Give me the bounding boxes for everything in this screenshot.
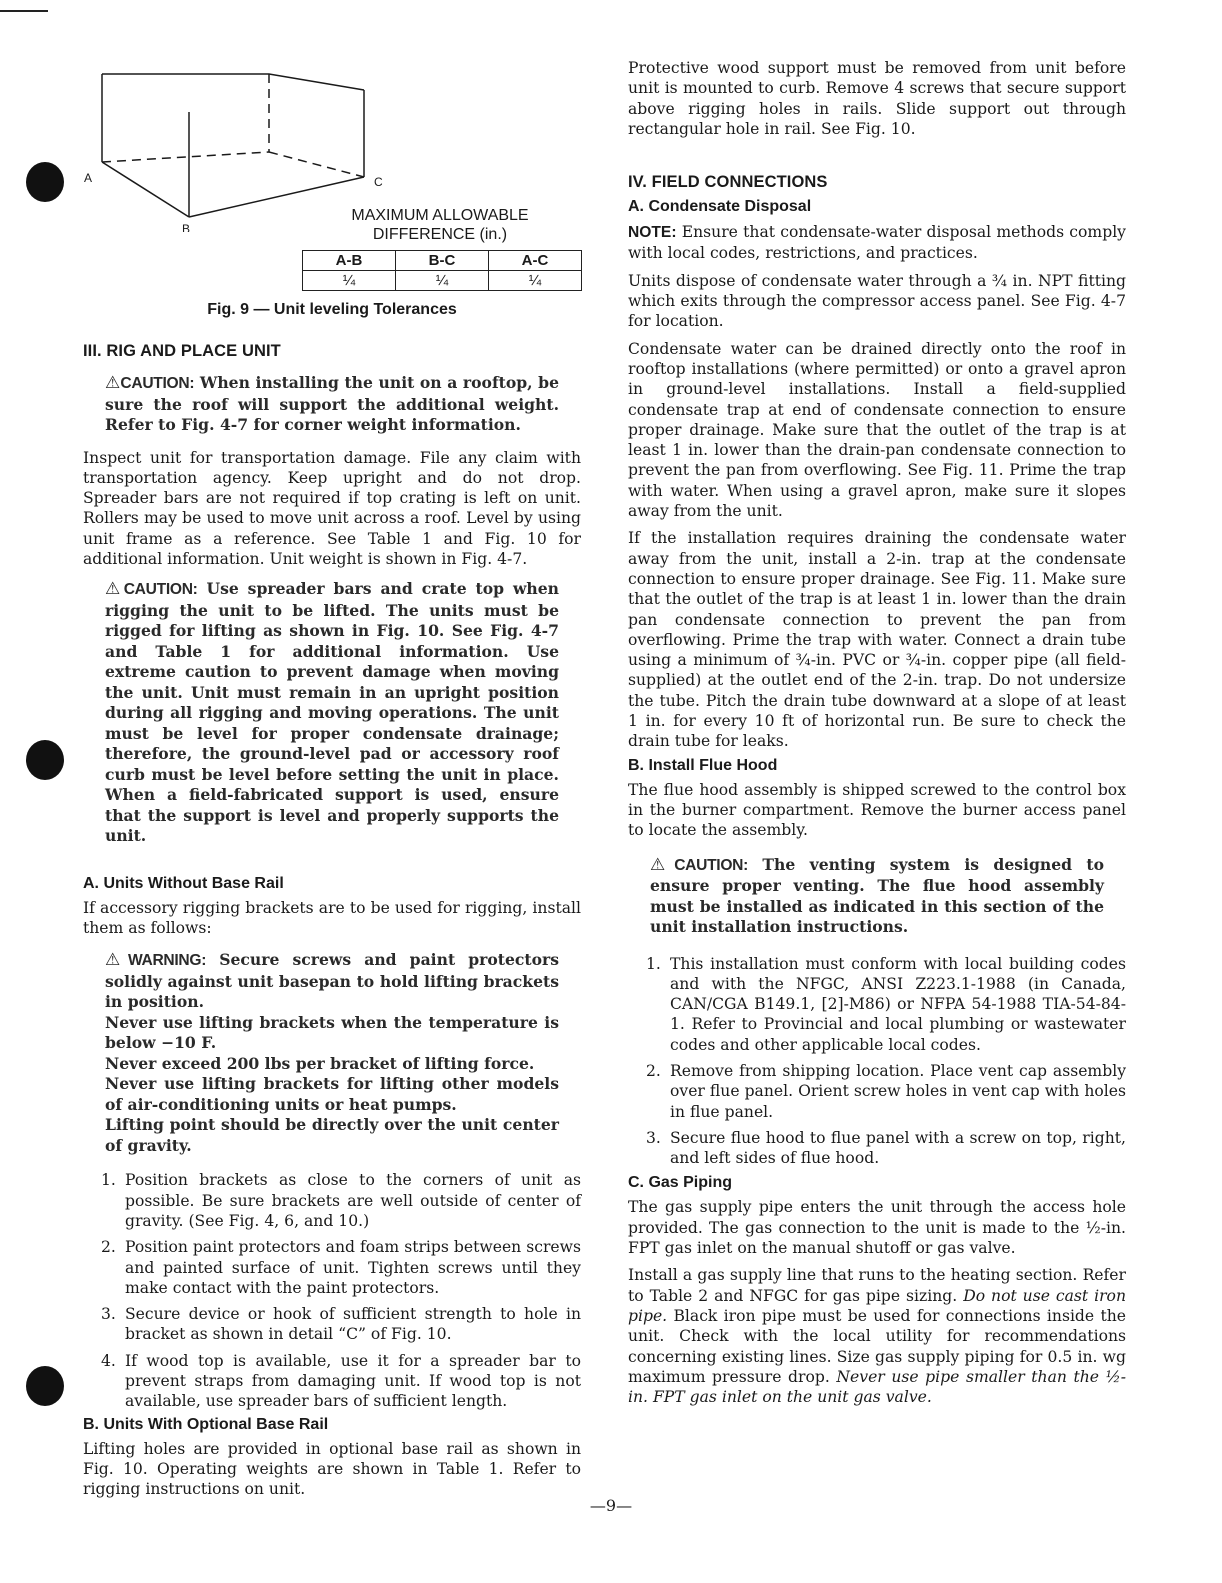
tolerance-col-ac: A-C xyxy=(489,251,582,271)
gas-piping-title: C. Gas Piping xyxy=(628,1174,733,1192)
section-rig-place-title: III. RIG AND PLACE UNIT xyxy=(83,342,281,360)
warning-line-5: Lifting point should be directly over the unit center of gravity. xyxy=(105,1115,559,1155)
corner-label-a: A xyxy=(84,171,93,185)
units-with-base-rail-title: B. Units With Optional Base Rail xyxy=(83,1415,329,1433)
condensate-disposal-title: A. Condensate Disposal xyxy=(628,198,812,216)
flue-hood-steps-list xyxy=(628,954,1126,1169)
list-item: 3. Secure flue hood to flue panel with a screw on top, right, and left sides of flue hood. xyxy=(646,1128,1126,1168)
condensate-note xyxy=(628,222,1126,264)
gas-piping-para-2: Install a gas supply line that runs to the heating section. Refer to Table 2 and NFGC for gas pipe sizing. Do not use cast iron pipe. Black iron pipe must be used for connections inside the unit. Check with the local utility for recommendations concerning existing lines. Size gas supply piping for 0.5 in. wg maximum pressure drop. Never use pipe smaller than the ½- in. FPT gas inlet on the unit gas valve. xyxy=(628,1266,1126,1407)
warning-triangle-icon: ⚠ xyxy=(105,579,124,600)
tolerance-val-ab: ¼ xyxy=(303,271,396,291)
units-without-base-rail-title: A. Units Without Base Rail xyxy=(83,874,284,892)
tolerance-table xyxy=(302,250,582,291)
corner-label-c: C xyxy=(374,175,383,189)
tolerance-col-bc: B-C xyxy=(396,251,489,271)
tolerance-val-ac: ¼ xyxy=(489,271,582,291)
note-text: Ensure that condensate-water disposal methods comply with local codes, restrictions, and practices. xyxy=(628,223,1126,263)
warning-lifting-brackets xyxy=(105,950,559,1156)
tolerance-col-ab: A-B xyxy=(303,251,396,271)
tolerance-heading xyxy=(300,206,580,244)
warning-line-2: Never use lifting brackets when the temperature is below −10 F. xyxy=(105,1012,559,1053)
list-item: 3. Secure device or hook of sufficient strength to hole in bracket as shown in detail “C” of Fig. 10. xyxy=(101,1305,581,1344)
condensate-para-1: Units dispose of condensate water through a ¾ in. NPT fitting which exits through the compressor access panel. See Fig. 4-7 for location. xyxy=(628,271,1126,331)
wood-support-paragraph: Protective wood support must be removed from unit before unit is mounted to curb. Remove 4 screws that secure support above rigging holes in rails. Slide support out through rectangular hole in rail. See Fig. 10. xyxy=(628,59,1126,138)
list-item: 1. This installation must conform with local building codes and with the NFGC, ANSI Z223.1-1988 (in Canada, CAN/CGA B149.1, [2]-M86) or NFPA 54-1988 TIA-54-84-1. Refer to Provincial and local plumbing or wastewater codes and other applicable local codes. xyxy=(646,954,1126,1054)
warning-line-4: Never use lifting brackets for lifting other models of air-conditioning units or heat pumps. xyxy=(105,1074,559,1114)
caution-label: CAUTION: xyxy=(123,581,198,599)
warning-triangle-icon: ⚠ xyxy=(105,950,128,971)
right-column xyxy=(628,58,1126,1407)
page-number: —9— xyxy=(589,1496,633,1515)
list-item: 2. Position paint protectors and foam strips between screws and painted surface of unit. Tighten screws until they make contact with the paint protectors. xyxy=(101,1238,581,1297)
punch-hole-2 xyxy=(26,740,64,780)
warning-triangle-icon: ⚠ xyxy=(105,373,121,393)
top-rule xyxy=(0,10,48,12)
corner-label-b: B xyxy=(182,222,191,232)
units-with-base-rail-text: Lifting holes are provided in optional base rail as shown in Fig. 10. Operating weights are shown in Table 1. Refer to rigging instructions on unit. xyxy=(83,1439,581,1499)
warning-label: WARNING: xyxy=(127,952,207,970)
condensate-para-2: Condensate water can be drained directly onto the roof in rooftop installations (where permitted) or onto a gravel apron in ground-level installations. Install a field-supplied condensate trap at end of condensate connection to ensure proper drainage. Make sure that the outlet of the trap is at least 1 in. lower than the drain-pan condensate connection to prevent the pan from overflowing. See Fig. 11. Prime the trap with water. When using a gravel apron, make sure it slopes away from the unit. xyxy=(628,339,1126,521)
warning-line-3: Never exceed 200 lbs per bracket of lifting force. xyxy=(105,1053,535,1073)
inspect-paragraph: Inspect unit for transportation damage. File any claim with transportation agency. Keep upright and do not drop. Spreader bars are not required if top crating is left on unit. Rollers may be used to move unit across a roof. Level by using unit frame as a reference. See Table 1 and Fig. 10 for additional information. Unit weight is shown in Fig. 4-7. xyxy=(83,448,581,568)
figure-caption: Fig. 9 — Unit leveling Tolerances xyxy=(207,301,457,318)
caution-venting-text: The venting system is designed to ensure proper venting. The flue hood assembly must be installed as indicated in this section of the unit installation instructions. xyxy=(650,854,1105,936)
caution-label: CAUTION: xyxy=(120,375,195,392)
caution-venting xyxy=(650,855,1104,938)
warning-line-1: Secure screws and paint protectors solidly against unit basepan to hold lifting brackets in position. xyxy=(105,950,559,1012)
section-field-connections-title: IV. FIELD CONNECTIONS xyxy=(628,173,828,192)
caution-rooftop xyxy=(105,373,559,436)
caution-spreader-bars xyxy=(105,579,559,847)
list-item: 2. Remove from shipping location. Place vent cap assembly over flue panel. Orient screw holes in vent cap with holes in flue panel. xyxy=(646,1061,1126,1121)
flue-hood-paragraph: The flue hood assembly is shipped screwed to the control box in the burner compartment. Remove the burner access panel to locate the assembly. xyxy=(628,780,1126,840)
punch-hole-3 xyxy=(26,1366,64,1406)
warning-triangle-icon: ⚠ xyxy=(650,854,675,875)
caution-spreader-bars-text: Use spreader bars and crate top when rigging the unit to be lifted. The units must be rigged for lifting as shown in Fig. 10. See Fig. 4-7 and Table 1 for additional information. Use extreme caution to prevent damage when moving the unit. Unit must remain in an upright position during all rigging and moving operations. The unit must be level for proper condensate drainage; therefore, the ground-level pad or accessory roof curb must be level before setting the unit in place. When a field-fabricated support is used, ensure that the support is level and properly supports the unit. xyxy=(105,579,559,846)
rigging-steps-list xyxy=(83,1170,581,1411)
install-flue-hood-title: B. Install Flue Hood xyxy=(628,756,778,774)
list-item: 1. Position brackets as close to the corners of unit as possible. Be sure brackets are well outside of center of gravity. (See Fig. 4, 6, and 10.) xyxy=(101,1171,581,1230)
tolerance-heading-line2: DIFFERENCE (in.) xyxy=(372,226,508,243)
caution-rooftop-text: When installing the unit on a rooftop, be sure the roof will support the additional weight. Refer to Fig. 4-7 for corner weight information. xyxy=(105,373,559,434)
units-without-base-rail-intro: If accessory rigging brackets are to be used for rigging, install them as follows: xyxy=(83,898,581,938)
gas-piping-para-1: The gas supply pipe enters the unit through the access hole provided. The gas connection to the unit is made to the ½-in. FPT gas inlet on the manual shutoff or gas valve. xyxy=(628,1198,1126,1258)
condensate-para-3: If the installation requires draining the condensate water away from the unit, install a 2-in. trap at the condensate connection to ensure proper drainage. See Fig. 11. Make sure that the outlet of the trap is at least 1 in. lower than the drain pan condensate connection to prevent the pan from overflowing. Prime the trap with water. Connect a drain tube using a minimum of ¾-in. PVC or ¾-in. copper pipe (all field-supplied) at the outlet end of the 2-in. trap. Do not undersize the tube. Pitch the drain tube downward at a slope of at least 1 in. for every 10 ft of horizontal run. Be sure to check the drain tube for leaks. xyxy=(628,529,1126,751)
left-column xyxy=(83,342,581,1500)
tolerance-heading-line1: MAXIMUM ALLOWABLE xyxy=(351,207,529,224)
caution-label: CAUTION: xyxy=(674,856,749,874)
note-label: NOTE: xyxy=(628,224,677,242)
list-item: 4. If wood top is available, use it for a spreader bar to prevent straps from damaging unit. If wood top is not available, use spreader bars of sufficient length. xyxy=(101,1351,581,1411)
punch-hole-1 xyxy=(26,162,64,202)
tolerance-val-bc: ¼ xyxy=(396,271,489,291)
